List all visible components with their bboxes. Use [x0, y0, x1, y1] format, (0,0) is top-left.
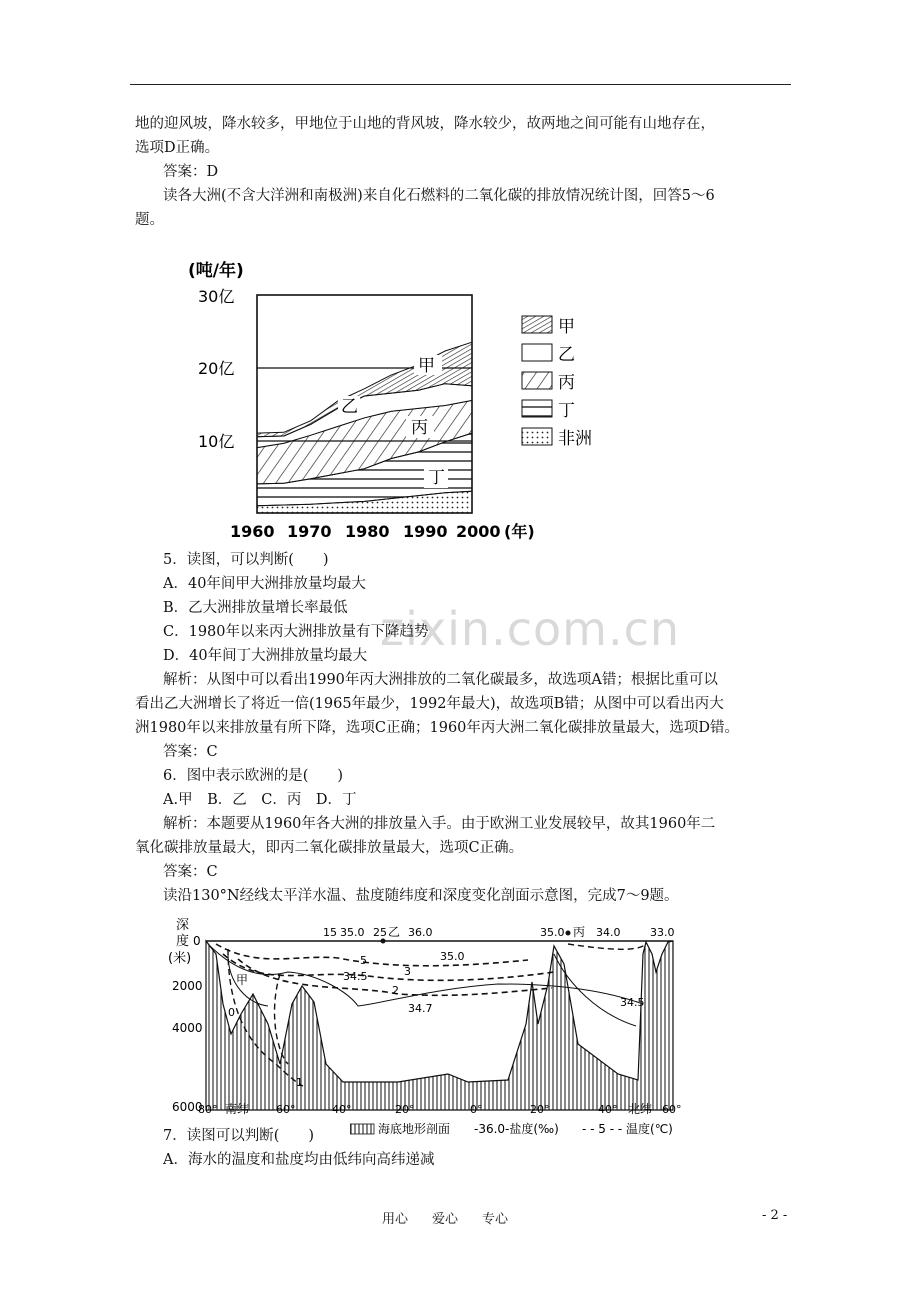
region-label: 乙 [341, 397, 358, 417]
surface-label: 乙 [388, 925, 401, 939]
footer-motto: 爱心 [432, 1212, 459, 1227]
paragraph: 选项D正确。 [135, 140, 220, 156]
surface-label: 34.0 [596, 926, 621, 939]
region-label: 甲 [418, 356, 435, 376]
x-tick-label: 1990 [403, 522, 448, 540]
analysis-text: 解析：从图中可以看出1990年丙大洲排放的二氧化碳最多，故选项A错；根据比重可以 [163, 672, 718, 688]
x-tick-label: 40° [598, 1103, 618, 1116]
option-b: B．乙大洲排放量增长率最低 [163, 600, 348, 616]
surface-label: 丙 [573, 925, 586, 939]
temperature-isoline [223, 954, 554, 980]
footer-motto: 用心 [382, 1212, 409, 1227]
x-tick-label: 20° [395, 1103, 415, 1116]
x-tick-label: 南纬 [225, 1102, 250, 1116]
header-rule [130, 84, 791, 85]
surface-label: 36.0 [408, 926, 433, 939]
legend-entry: 甲 [558, 317, 575, 337]
curve-label: 0 [228, 1006, 235, 1019]
option-c: C．1980年以来丙大洲排放量有下降趋势 [163, 624, 429, 640]
answer-text: 答案：D [163, 164, 219, 180]
x-tick-label: 2000 [456, 522, 501, 540]
temperature-isoline [568, 944, 646, 949]
surface-label: 33.0 [650, 926, 675, 939]
options-line: A.甲 B．乙 C．丙 D．丁 [163, 792, 357, 808]
legend-entry: 乙 [558, 345, 575, 365]
x-tick-label: 1960 [230, 522, 275, 540]
region-label: 丙 [411, 418, 428, 438]
analysis-text: 看出乙大洲增长了将近一倍(1965年最少，1992年最大)，故选项B错；从图中可以看出丙大 [135, 696, 724, 712]
curve-label: 34.5 [620, 996, 645, 1009]
curve-label: 1 [296, 1076, 303, 1089]
x-axis-unit: (年) [504, 522, 535, 540]
curve-label: 5 [360, 954, 367, 967]
y-axis-title: 深 [176, 918, 190, 933]
x-tick-label: 0° [470, 1103, 483, 1116]
y-tick-label: 6000 [172, 1100, 203, 1114]
curve-label: 3 [404, 965, 411, 978]
question-stem: 5．读图，可以判断( ) [163, 552, 329, 568]
chart-unit: (吨/年) [188, 261, 244, 281]
footer-motto: 专心 [482, 1212, 509, 1227]
y-tick-label: 4000 [172, 1021, 203, 1035]
legend-entry: - - 5 - - 温度(℃) [582, 1122, 673, 1136]
legend-entry: 丙 [558, 373, 575, 393]
x-tick-label: 40° [332, 1103, 352, 1116]
y-tick-label: 2000 [172, 979, 203, 993]
legend-entry: 丁 [558, 401, 575, 421]
answer-text: 答案：C [163, 744, 218, 760]
option-d: D．40年间丁大洲排放量均最大 [163, 648, 368, 664]
surface-label: 25 [373, 926, 387, 939]
legend-entry: 海底地形剖面 [378, 1122, 451, 1136]
question-intro: 读沿130°N经线太平洋水温、盐度随纬度和深度变化剖面示意图，完成7～9题。 [163, 888, 679, 904]
x-tick-label: 20° [530, 1103, 550, 1116]
question-stem: 6．图中表示欧洲的是( ) [163, 768, 344, 784]
page-number: - 2 - [762, 1208, 788, 1223]
curve-label: 34.7 [408, 1002, 433, 1015]
y-tick-label: 30亿 [198, 287, 235, 306]
curve-label: 2 [392, 984, 399, 997]
y-tick-label: 0 [193, 934, 201, 948]
surface-label: 15 [323, 926, 337, 939]
x-tick-label: 60° [276, 1103, 296, 1116]
region-label: 丁 [428, 468, 445, 488]
curve-label: 34.5 [343, 970, 368, 983]
location-marker [381, 939, 386, 944]
emissions-chart [170, 250, 610, 540]
x-tick-label: 1970 [287, 522, 332, 540]
answer-text: 答案：C [163, 864, 218, 880]
paragraph: 题。 [135, 212, 164, 228]
ocean-profile-chart [168, 914, 708, 1118]
analysis-text: 洲1980年以来排放量有所下降，选项C正确；1960年丙大洲二氧化碳排放量最大，选项D错。 [135, 720, 740, 736]
chart-legend [522, 316, 592, 449]
x-tick-label: 北纬 [628, 1102, 653, 1116]
watermark: zixin.com.cn [380, 602, 681, 656]
analysis-text: 解析：本题要从1960年各大洲的排放量入手。由于欧洲工业发展较早，故其1960年二 [163, 816, 716, 832]
paragraph: 地的迎风坡，降水较多，甲地位于山地的背风坡，降水较少，故两地之间可能有山地存在， [135, 116, 715, 132]
temperature-isoline [216, 944, 528, 966]
location-marker [566, 931, 571, 936]
surface-label: 35.0 [540, 926, 565, 939]
x-tick-label: 60° [662, 1103, 682, 1116]
seafloor-profile [206, 941, 673, 1110]
y-tick-label: 10亿 [198, 432, 235, 451]
curve-label: 甲 [236, 973, 249, 987]
legend-entry: 非洲 [558, 429, 592, 449]
legend-entry: -36.0-盐度(‰) [474, 1122, 559, 1136]
y-axis-title: 度 [176, 934, 190, 949]
question-intro: 读各大洲(不含大洋洲和南极洲)来自化石燃料的二氧化碳的排放情况统计图，回答5～6 [163, 188, 715, 204]
x-tick-label: 80° [198, 1103, 218, 1116]
surface-label: 35.0 [340, 926, 365, 939]
option-a: A．40年间甲大洲排放量均最大 [163, 576, 366, 592]
x-tick-label: 1980 [345, 522, 390, 540]
y-tick-label: 20亿 [198, 359, 235, 378]
question-stem: 7．读图可以判断( ) [163, 1128, 315, 1144]
y-axis-title: (米) [168, 951, 192, 966]
analysis-text: 氧化碳排放量最大，即丙二氧化碳排放量最大，选项C正确。 [135, 840, 524, 856]
curve-label: 35.0 [440, 950, 465, 963]
option-a: A．海水的温度和盐度均由低纬向高纬递减 [163, 1152, 435, 1168]
